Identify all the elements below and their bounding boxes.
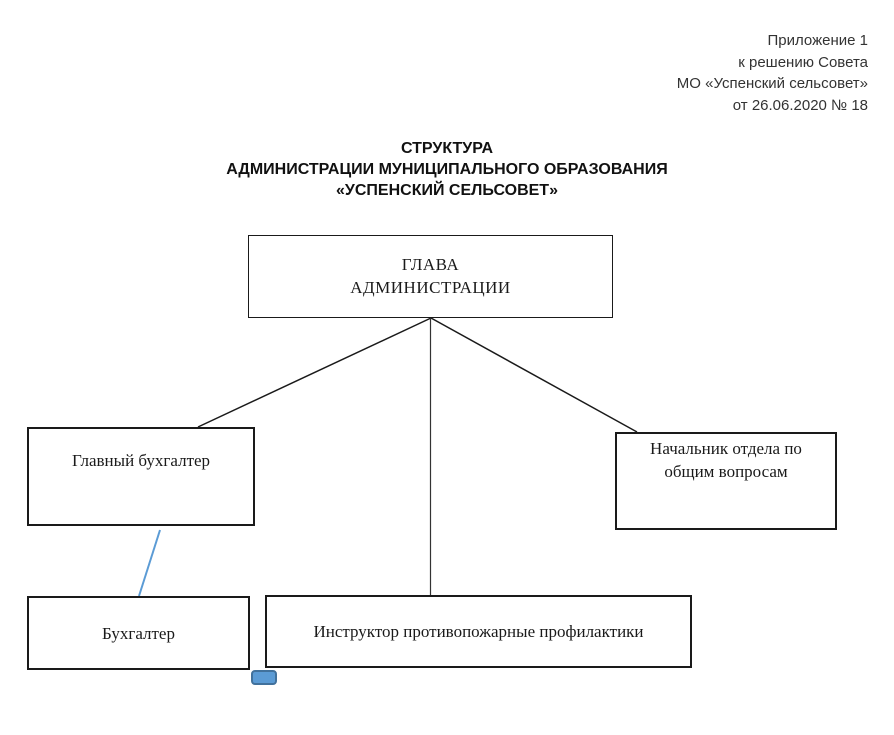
- org-node-head-of-administration-line-1: ГЛАВА: [401, 255, 460, 274]
- org-node-head-general-department: [615, 432, 837, 530]
- connector-chief-accountant-to-accountant: [139, 530, 160, 596]
- org-node-chief-accountant: [27, 427, 255, 526]
- annotation-line-2: к решению Совета: [738, 53, 868, 71]
- org-node-head-of-administration-line-2: АДМИНИСТРАЦИИ: [350, 278, 511, 297]
- annotation-line-3: МО «Успенский сельсовет»: [676, 75, 868, 92]
- org-node-chief-accountant-label: Главный бухгалтер: [71, 451, 211, 470]
- page-title-line-1: СТРУКТУРА: [400, 140, 494, 157]
- page-title-line-2: АДМИНИСТРАЦИИ МУНИЦИПАЛЬНОГО ОБРАЗОВАНИЯ: [226, 161, 668, 178]
- org-node-fire-prevention-instructor-label: Инструктор противопожарные профилактики: [313, 622, 644, 641]
- org-node-head-of-administration: [248, 235, 613, 318]
- page-title: [0, 138, 894, 201]
- annotation-block: [677, 30, 868, 116]
- org-node-fire-prevention-instructor: [265, 595, 692, 668]
- connector-glava-to-chief-accountant: [198, 318, 431, 427]
- annotation-line-4: от 26.06.2020 № 18: [732, 96, 868, 114]
- org-node-accountant: [27, 596, 250, 670]
- blue-handle-shape: [252, 671, 276, 684]
- org-node-head-general-department-line-2: общим вопросам: [664, 462, 788, 481]
- connector-glava-to-head-general: [431, 318, 637, 432]
- org-node-accountant-label: Бухгалтер: [102, 623, 175, 643]
- annotation-line-1: Приложение 1: [767, 32, 868, 49]
- org-node-head-general-department-line-1: Начальник отдела по: [650, 439, 802, 458]
- page-title-line-3: «УСПЕНСКИЙ СЕЛЬСОВЕТ»: [336, 182, 558, 199]
